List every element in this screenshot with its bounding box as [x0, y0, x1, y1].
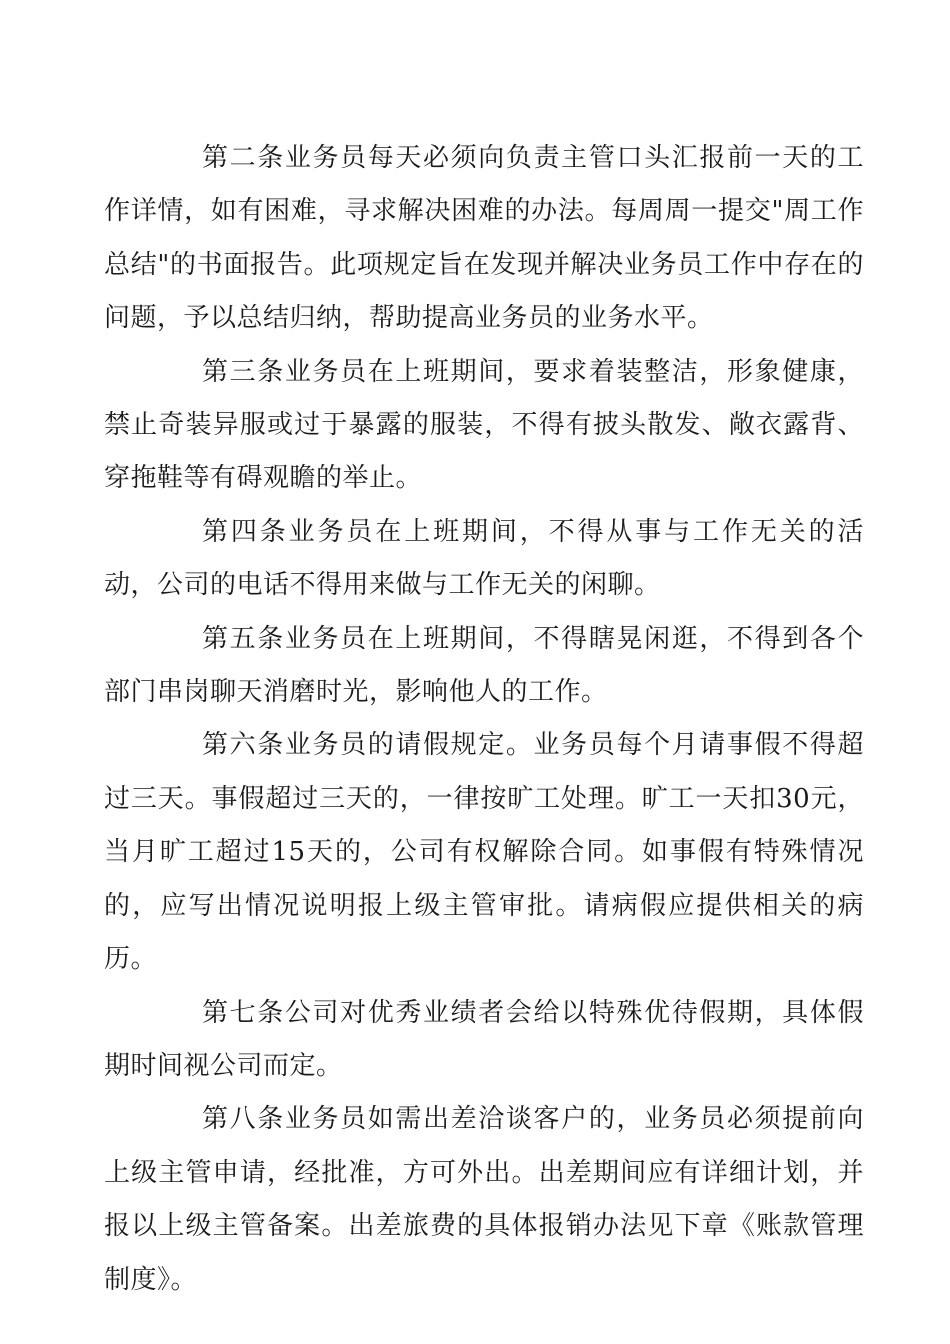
paragraph-article-2: 第二条业务员每天必须向负责主管口头汇报前一天的工作详情，如有困难，寻求解决困难的办法。每周周一提交"周工作总结"的书面报告。此项规定旨在发现并解决业务员工作中存在的问题，予以总结归纳，帮助提高业务员的业务水平。 [104, 143, 864, 334]
paragraph-article-8: 第八条业务员如需出差洽谈客户的，业务员必须提前向上级主管申请，经批准，方可外出。出差期间应有详细计划，并报以上级主管备案。出差旅费的具体报销办法见下章《账款管理制度》。 [104, 1104, 864, 1295]
paragraph-article-6: 第六条业务员的请假规定。业务员每个月请事假不得超过三天。事假超过三天的，一律按旷工处理。旷工一天扣30元，当月旷工超过15天的，公司有权解除合同。如事假有特殊情况的，应写出情况说明报上级主管审批。请病假应提供相关的病历。 [104, 730, 864, 975]
paragraph-article-7: 第七条公司对优秀业绩者会给以特殊优待假期，具体假期时间视公司而定。 [104, 997, 864, 1081]
document-body [104, 132, 864, 1307]
paragraph-article-4: 第四条业务员在上班期间，不得从事与工作无关的活动，公司的电话不得用来做与工作无关的闲聊。 [104, 516, 864, 601]
paragraph-article-5: 第五条业务员在上班期间，不得瞎晃闲逛，不得到各个部门串岗聊天消磨时光，影响他人的工作。 [104, 623, 864, 708]
paragraph-article-3: 第三条业务员在上班期间，要求着装整洁，形象健康，禁止奇装异服或过于暴露的服装，不得有披头散发、敞衣露背、穿拖鞋等有碍观瞻的举止。 [104, 356, 864, 494]
